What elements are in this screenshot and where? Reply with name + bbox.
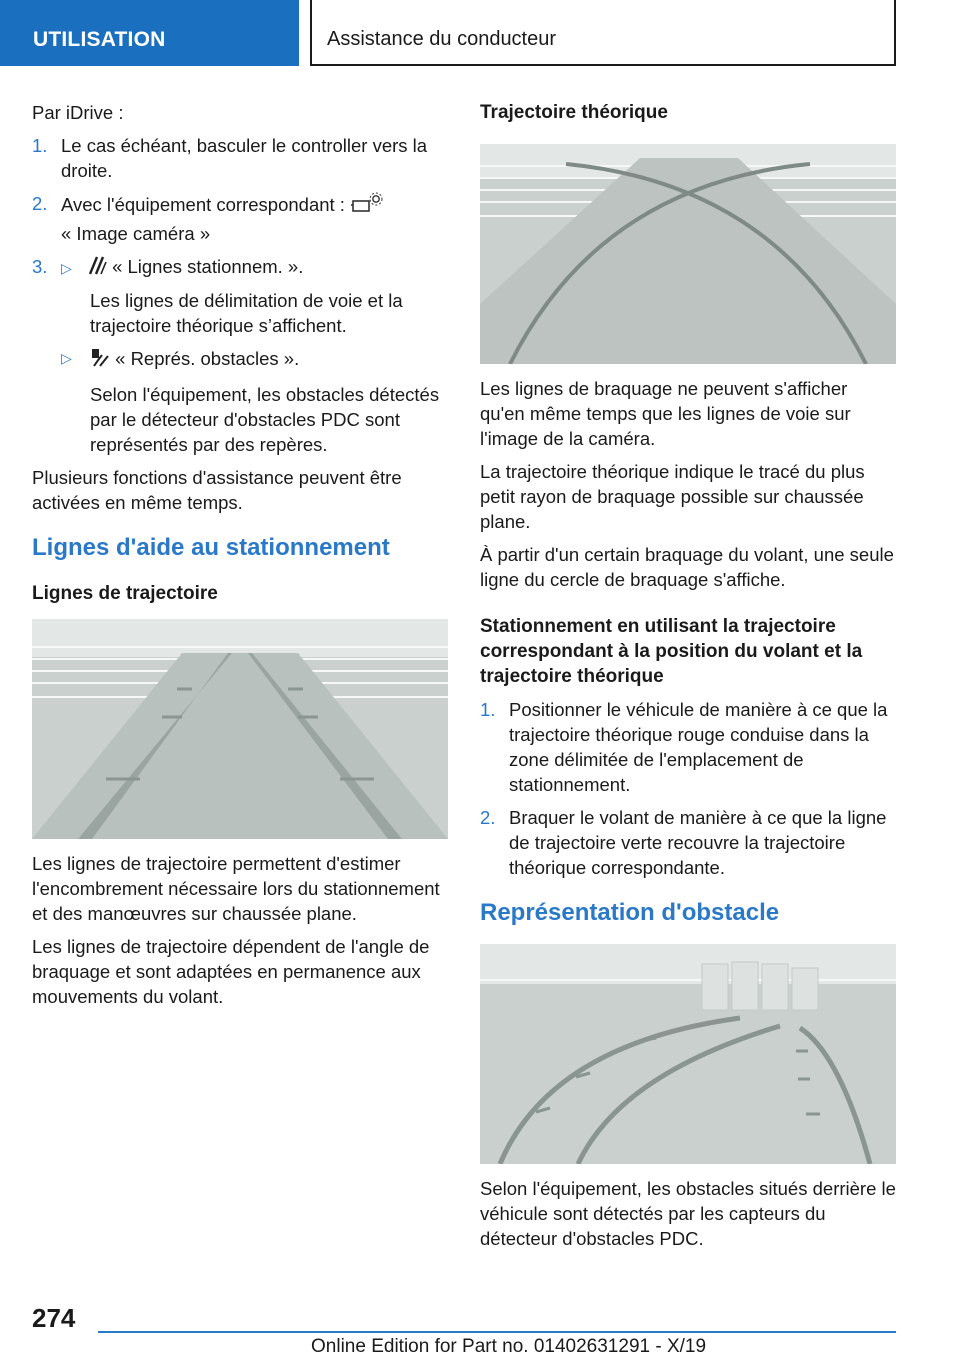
option-label: « Représ. obstacles ».: [115, 348, 300, 370]
page-number: 274: [32, 1303, 76, 1333]
section-heading: Représentation d'obstacle: [480, 899, 780, 926]
step-text: Positionner le véhicule de manière à ce que la trajectoire théorique rouge conduise dans la zone délimitée de l'emplacement de stationnement.: [509, 699, 888, 795]
parking-lines-icon: [87, 254, 107, 282]
triangle-bullet-icon: ▷: [61, 260, 72, 276]
step-item: [480, 805, 896, 880]
step-item: [32, 254, 448, 282]
idrive-steps: [32, 133, 448, 282]
step-text: Le cas échéant, basculer le controller vers la droite.: [61, 135, 428, 181]
step-option: « Image caméra »: [61, 223, 211, 244]
step-number: 1.: [32, 135, 48, 156]
step-number: 1.: [480, 699, 496, 720]
option-description: Selon l'équipement, les obstacles détectés par le détecteur d'obstacles PDC sont représentés par des repères.: [90, 384, 440, 456]
body-text: Plusieurs fonctions d'assistance peuvent être activées en même temps.: [32, 467, 402, 514]
trajectory-lines-figure: [32, 619, 448, 839]
body-text: Selon l'équipement, les obstacles situés derrière le véhicule sont détectés par les capteurs du détecteur d'obstacles PDC.: [480, 1178, 896, 1249]
step-item: [32, 191, 448, 246]
bullet-item: [32, 346, 448, 374]
left-column: [32, 100, 448, 1017]
step-number: 3.: [32, 256, 48, 277]
option-description: Les lignes de délimitation de voie et la trajectoire théorique s’affichent.: [90, 290, 403, 337]
section-heading: Lignes d'aide au stationnement: [32, 534, 390, 562]
triangle-bullet-icon: ▷: [61, 350, 72, 367]
body-text: La trajectoire théorique indique le tracé du plus petit rayon de braquage possible sur chaussée plane.: [480, 461, 865, 532]
edition-text: Online Edition for Part no. 01402631291 - X/19: [311, 1336, 707, 1357]
step-item: [32, 133, 448, 183]
obstacle-representation-figure: [480, 944, 896, 1164]
section-tab: [0, 0, 299, 66]
step-text: Avec l'équipement correspondant :: [61, 193, 345, 215]
parking-steps: [480, 697, 896, 880]
section-title: UTILISATION: [33, 28, 166, 51]
right-column: [480, 100, 896, 1259]
body-text: À partir d'un certain braquage du volant, une seule ligne du cercle de braquage s'affiche.: [480, 544, 894, 590]
camera-settings-icon: [350, 191, 384, 221]
step-number: 2.: [480, 807, 496, 828]
step-item: [480, 697, 896, 797]
option-label: « Lignes stationnem. ».: [112, 256, 304, 277]
subheading: Stationnement en utilisant la trajectoire correspondant à la position du volant et la trajectoire théorique: [480, 616, 863, 687]
theoretical-trajectory-figure: [480, 144, 896, 364]
footer-rule: [98, 1331, 896, 1333]
obstacle-marker-icon: [90, 346, 110, 374]
chapter-tab: [310, 0, 896, 66]
step-text: Braquer le volant de manière à ce que la ligne de trajectoire verte recouvre la trajectoire théorique correspondante.: [509, 807, 887, 878]
chapter-title: Assistance du conducteur: [327, 28, 557, 50]
subheading: Lignes de trajectoire: [32, 583, 218, 605]
body-text: Les lignes de trajectoire dépendent de l'angle de braquage et sont adaptées en permanence aux mouvements du volant.: [32, 936, 430, 1008]
step-number: 2.: [32, 193, 48, 214]
subheading: Trajectoire théorique: [480, 102, 668, 123]
intro-text: Par iDrive :: [32, 102, 124, 123]
body-text: Les lignes de braquage ne peuvent s'afficher qu'en même temps que les lignes de voie sur l'image de la caméra.: [480, 378, 851, 449]
body-text: Les lignes de trajectoire permettent d'estimer l'encombrement nécessaire lors du stationnement et des manœuvres sur chaussée plane.: [32, 853, 440, 925]
